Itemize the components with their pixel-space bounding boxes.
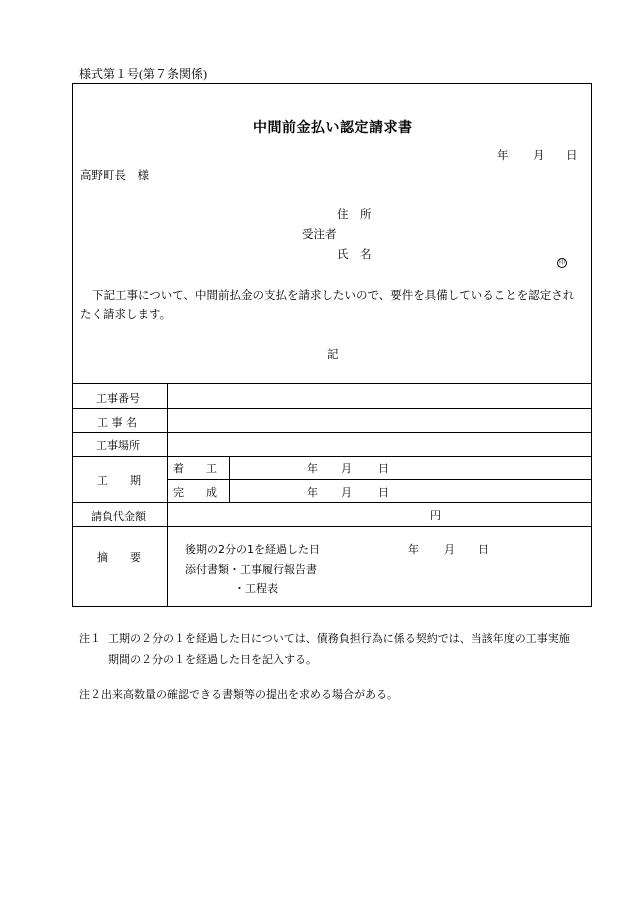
- summary-day: 日: [478, 543, 489, 556]
- table-row-line-5: [72, 526, 592, 527]
- construction-number-label: 工事番号: [96, 392, 140, 405]
- period-label: 工 期: [97, 474, 141, 487]
- form-box: [72, 83, 592, 607]
- start-day: 日: [378, 462, 389, 475]
- contract-amount-label: 請負代金額: [91, 510, 146, 523]
- construction-site-label: 工事場所: [96, 439, 140, 452]
- summary-month: 月: [444, 543, 455, 556]
- seal-mark: [557, 249, 567, 268]
- table-row-line-1: [72, 408, 592, 409]
- ki-label: 記: [327, 347, 339, 361]
- page-title: 中間前金払い認定請求書: [253, 120, 413, 136]
- seal-text: 印: [558, 259, 565, 266]
- start-month: 月: [341, 462, 352, 475]
- date-day: 日: [566, 148, 578, 162]
- table-row-line-2: [72, 432, 592, 433]
- note2: 注２出来高数量の確認できる書類等の提出を求める場合がある。: [79, 688, 398, 701]
- summary-line2: 添付書類・工事履行報告書: [185, 563, 317, 576]
- start-label: 着 工: [173, 462, 217, 475]
- body-text-line1: 下記工事について、中間前払金の支払を請求したいので、要件を具備していることを認定され: [92, 288, 575, 302]
- note1-line2: 期間の２分の１を経過した日を記入する。: [108, 653, 317, 666]
- end-day: 日: [378, 486, 389, 499]
- end-label: 完 成: [173, 486, 217, 499]
- table-row-line-3: [72, 456, 592, 457]
- summary-year: 年: [408, 543, 419, 556]
- note1-line1: 工期の２分の１を経過した日については、債務負担行為に係る契約では、当該年度の工事実施: [108, 632, 570, 645]
- date-month: 月: [533, 148, 545, 162]
- summary-line3: ・工程表: [234, 582, 278, 595]
- note1-prefix: 注１: [79, 632, 101, 645]
- date-year: 年: [497, 148, 509, 162]
- body-text-line2: たく請求します。: [80, 307, 172, 321]
- summary-label: 摘 要: [97, 551, 141, 564]
- end-year: 年: [307, 486, 318, 499]
- table-period-mid-line: [167, 479, 592, 480]
- table-label-divider: [167, 383, 168, 607]
- address-label: 住 所: [337, 207, 372, 221]
- table-top-line: [72, 383, 592, 384]
- contractor-label: 受注者: [302, 227, 337, 241]
- table-period-divider: [229, 456, 230, 502]
- form-number: 様式第１号(第７条関係): [79, 67, 207, 81]
- end-month: 月: [341, 486, 352, 499]
- table-row-line-4: [72, 502, 592, 503]
- addressee: 高野町長 様: [80, 168, 149, 182]
- construction-name-label: 工 事 名: [97, 416, 137, 429]
- start-year: 年: [307, 462, 318, 475]
- yen-label: 円: [430, 509, 441, 522]
- name-label: 氏 名: [337, 247, 372, 261]
- summary-line1: 後期の2分の1を経過した日: [185, 543, 320, 556]
